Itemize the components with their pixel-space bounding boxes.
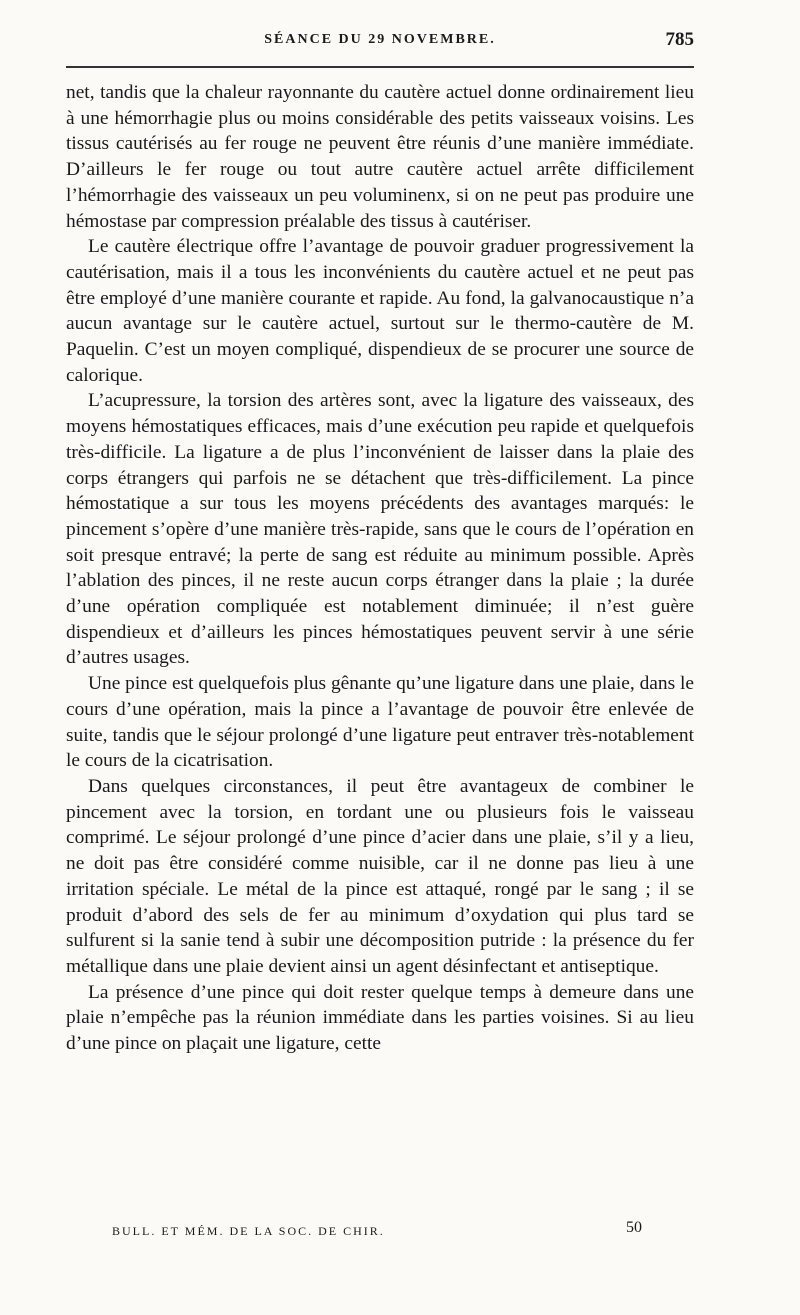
signature-mark: 50 <box>626 1219 642 1236</box>
running-title: SÉANCE DU 29 NOVEMBRE. <box>264 32 496 47</box>
paragraph: net, tandis que la chaleur rayonnante du cautère actuel donne ordinairement lieu à une hémorrhagie plus ou moins considérable des petits vaisseaux voisins. Les tissus cautérisés au fer rouge ne peuvent être réunis d’une manière immédiate. D’ailleurs le fer rouge ou tout autre cautère actuel arrête difficilement l’hémorrhagie des vaisseaux un peu voluminenx, si on ne peut pas produire une hémostase par compression préalable des tissus à cautériser. <box>66 82 694 232</box>
paragraph: La présence d’une pince qui doit rester quelque temps à demeure dans une plaie n’empêche pas la réunion immédiate dans les parties voisines. Si au lieu d’une pince on plaçait une ligature, cette <box>66 981 694 1055</box>
journal-title: BULL. ET MÉM. DE LA SOC. DE CHIR. <box>112 1224 385 1238</box>
page-footer <box>112 1219 642 1240</box>
paragraph: Une pince est quelquefois plus gênante qu’une ligature dans une plaie, dans le cours d’une opération, mais la pince a l’avantage de pouvoir être enlevée de suite, tandis que le séjour prolongé d’une ligature peut entraver très-notablement le cours de la cicatrisation. <box>66 673 694 772</box>
paragraph: Dans quelques circonstances, il peut être avantageux de combiner le pincement avec la torsion, en tordant une ou plusieurs fois le vaisseau comprimé. Le séjour prolongé d’une pince d’acier dans une plaie, s’il y a lieu, ne doit pas être considéré comme nuisible, car il ne donne pas lieu à une irritation spéciale. Le métal de la pince est attaqué, rongé par le sang ; il se produit d’abord des sels de fer au minimum d’oxydation qui plus tard se sulfurent si la sanie tend à subir une décomposition putride : la présence du fer métallique dans une plaie devient ainsi un agent désinfectant et antiseptique. <box>66 775 694 977</box>
body-text <box>66 80 694 1057</box>
page-number: 785 <box>665 29 694 50</box>
paragraph: Le cautère électrique offre l’avantage de pouvoir graduer progressivement la cautérisation, mais il a tous les inconvénients du cautère actuel et ne peut pas être employé d’une manière courante et rapide. Au fond, la galvanocaustique n’a aucun avantage sur le cautère actuel, surtout sur le thermo-cautère de M. Paquelin. C’est un moyen compliqué, dispendieux de se procurer une source de calorique. <box>66 236 694 386</box>
page-header <box>66 29 694 60</box>
paragraph: L’acupressure, la torsion des artères sont, avec la ligature des vaisseaux, des moyens hémostatiques efficaces, mais d’une exécution peu rapide et quelquefois très-difficile. La ligature a de plus l’inconvénient de laisser dans la plaie des corps étrangers qui parfois ne se détachent que très-difficilement. La pince hémostatique a sur tous les moyens précédents des avantages marqués: le pincement s’opère d’une manière très-rapide, sans que le cours de l’opération en soit presque entravé; la perte de sang est réduite au minimum possible. Après l’ablation des pinces, il ne reste aucun corps étranger dans la plaie ; la durée d’une opération compliquée est notablement diminuée; il n’est guère dispendieux et d’ailleurs les pinces hémostatiques peuvent servir à une série d’autres usages. <box>66 390 694 669</box>
header-rule <box>66 66 694 68</box>
